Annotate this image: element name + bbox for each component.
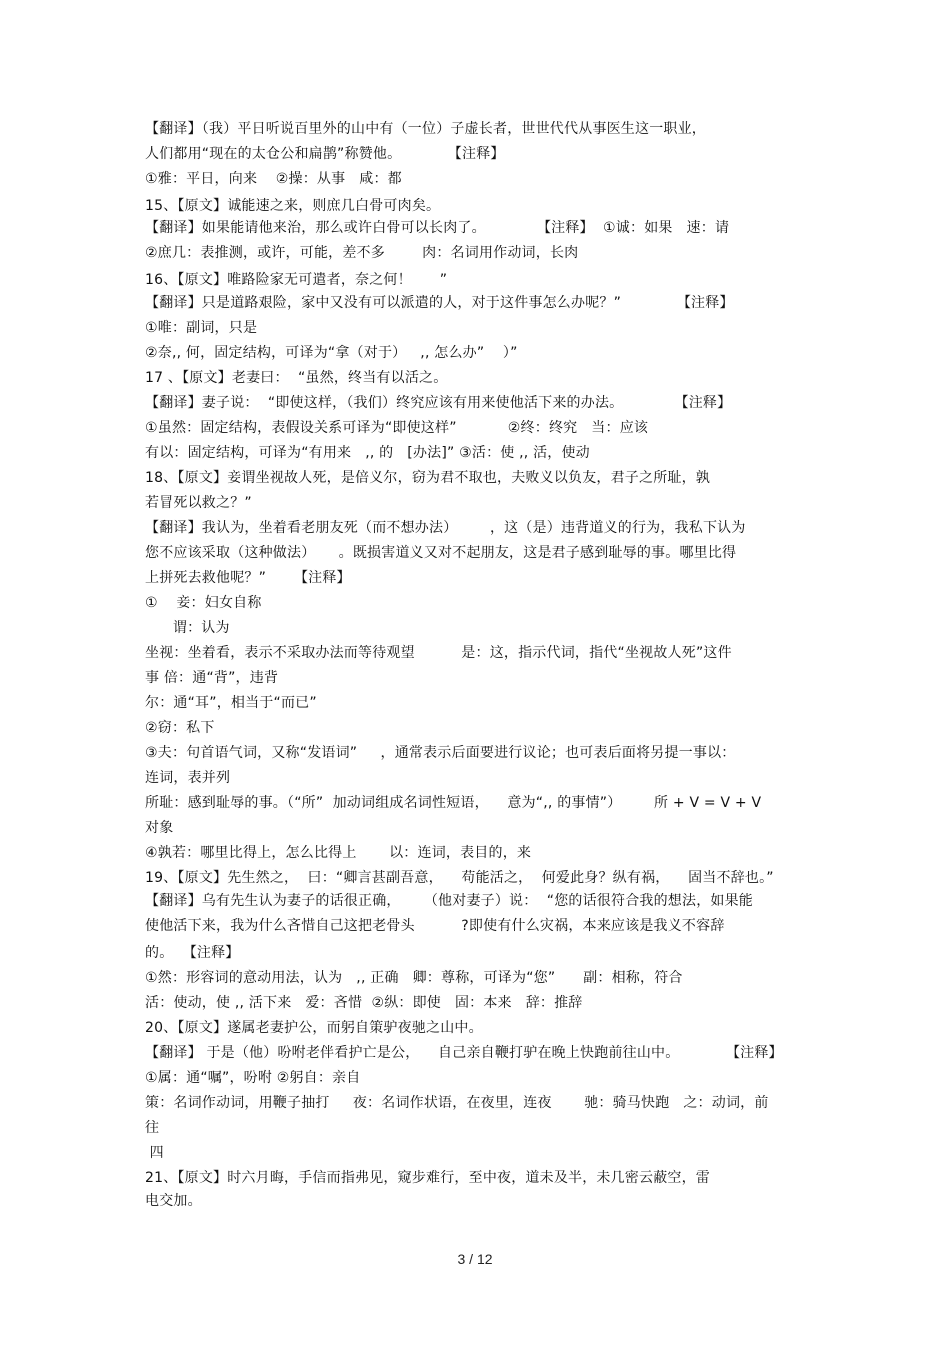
text-line: 【翻译】如果能请他来治，那么或许白骨可以长肉了。 【注释】 ①诚：如果 速：请: [145, 220, 730, 236]
text-line: 使他活下来，我为什么吝惜自己这把老骨头 ?即使有什么灾祸，本来应该是我义不容辞: [145, 918, 725, 934]
text-line: 您不应该采取（这种做法） 。既损害道义又对不起朋友，这是君子感到耻辱的事。哪里比得: [145, 545, 737, 561]
text-line: 的。 【注释】: [145, 945, 240, 961]
text-line: ①属：通“嘱”，吩咐 ②躬自：亲自: [145, 1070, 361, 1086]
text-line: 电交加。: [145, 1193, 202, 1209]
text-line: ②窃：私下: [145, 720, 215, 736]
text-line: 15、【原文】诚能速之来，则庶几白骨可肉矣。: [145, 198, 441, 214]
text-line: ①雅：平日，向来 ②操：从事 咸：都: [145, 171, 402, 187]
text-line: 对象: [145, 820, 174, 836]
text-line: 尔：通“耳”，相当于“而已”: [145, 695, 317, 711]
text-line: 17 、【原文】老妻曰： “虽然，终当有以活之。: [145, 370, 448, 386]
text-line: ①然：形容词的意动用法，认为 ,, 正确 卿：尊称，可译为“您” 副：相称，符合: [145, 970, 683, 986]
text-line: 【翻译】乌有先生认为妻子的话很正确， （他对妻子）说： “您的话很符合我的想法，如果能: [145, 893, 754, 909]
text-line: 有以：固定结构，可译为“有用来 ,, 的 [办法]” ③活：使 ,, 活，使动: [145, 445, 590, 461]
text-line: 往: [145, 1120, 160, 1136]
text-line: 事 倍：通“背”，违背: [145, 670, 279, 686]
text-line: ②庶几：表推测，或许，可能，差不多 肉：名词用作动词，长肉: [145, 245, 579, 261]
text-line: 四: [145, 1145, 164, 1161]
text-line: 【翻译】（我）平日听说百里外的山中有（一位）子虚长者，世世代代从事医生这一职业，: [145, 121, 706, 137]
text-line: 策：名词作动词，用鞭子抽打 夜：名词作状语，在夜里，连夜 驰：骑马快跑 之：动词，前: [145, 1095, 769, 1111]
text-line: 上拼死去救他呢？” 【注释】: [145, 570, 351, 586]
text-line: ③夫：句首语气词，又称“发语词” ，通常表示后面要进行议论；也可表后面将另提一事以：: [145, 745, 736, 761]
text-line: ①虽然：固定结构，表假设关系可译为“即使这样” ②终：终究 当：应该: [145, 420, 649, 436]
text-line: 若冒死以救之？”: [145, 495, 252, 511]
text-line: ①唯：副词，只是: [145, 320, 258, 336]
text-line: 谓：认为: [145, 620, 230, 636]
text-line: 【翻译】妻子说： “即使这样，（我们）终究应该有用来使他活下来的办法。 【注释】: [145, 395, 732, 411]
text-line: ②奈,, 何，固定结构，可译为“拿（对于） ,, 怎么办” ）”: [145, 345, 518, 361]
text-line: 19、【原文】先生然之， 曰：“卿言甚副吾意， 苟能活之， 何爱此身？纵有祸， 固当不辞也。”: [145, 870, 774, 886]
text-line: 人们都用“现在的太仓公和扁鹊”称赞他。 【注释】: [145, 146, 505, 162]
text-line: 【翻译】只是道路艰险，家中又没有可以派遣的人，对于这件事怎么办呢？” 【注释】: [145, 295, 734, 311]
text-line: 【翻译】我认为，坐着看老朋友死（而不想办法） ，这（是）违背道义的行为，我私下认为: [145, 520, 746, 536]
text-line: 【翻译】 于是（他）吩咐老伴看护亡是公， 自己亲自鞭打驴在晚上快跑前往山中。 【注释】: [145, 1045, 783, 1061]
text-line: 20、【原文】遂属老妻护公，而躬自策驴夜驰之山中。: [145, 1020, 483, 1036]
text-line: ④孰若：哪里比得上，怎么比得上 以：连词，表目的，来: [145, 845, 532, 861]
page-number: 3 / 12: [457, 1251, 493, 1267]
text-line: 活：使动，使 ,, 活下来 爱：吝惜 ②纵：即使 固：本来 辞：推辞: [145, 995, 583, 1011]
text-line: 16、【原文】唯路险家无可遣者，奈之何！ ”: [145, 272, 448, 288]
text-line: 18、【原文】妾谓坐视故人死，是倍义尔，窃为君不取也，夫败义以负友，君子之所耻，孰: [145, 470, 711, 486]
text-line: 连词，表并列: [145, 770, 231, 786]
text-line: 21、【原文】时六月晦，手信而指弗见，窥步难行，至中夜，道未及半，未几密云蔽空，雷: [145, 1170, 711, 1186]
text-line: ① 妾：妇女自称: [145, 595, 262, 611]
text-line: 所耻：感到耻辱的事。（“所” 加动词组成名词性短语， 意为“,, 的事情”） 所 + V = V + V: [145, 795, 762, 811]
text-line: 坐视：坐着看，表示不采取办法而等待观望 是：这，指示代词，指代“坐视故人死”这件: [145, 645, 732, 661]
